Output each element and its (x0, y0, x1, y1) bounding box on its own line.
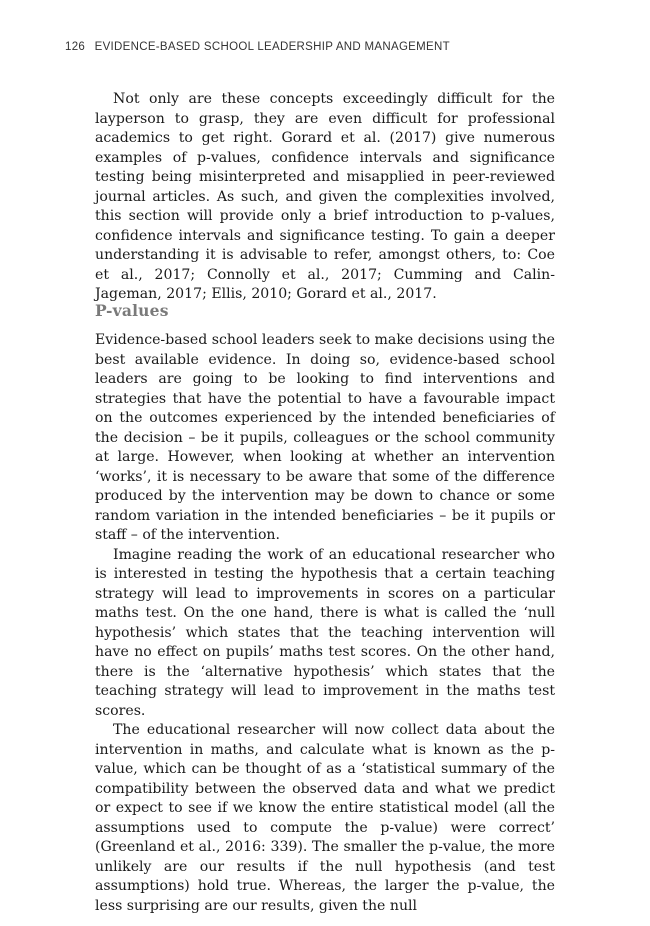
body-paragraph-2: Imagine reading the work of an educational researcher who is interested in testing the hypothesis that a certain teaching strategy will lead to improvements in scores on a particular maths test. On the one hand, there is what is called the ‘null hypothesis’ which states that the teaching intervention will have no effect on pupils’ maths test scores. On the other hand, there is the ‘alternative hypothesis’ which states that the teaching strategy will lead to improvement in the maths test scores. (95, 546, 555, 719)
running-head (65, 41, 450, 53)
intro-paragraph: Not only are these concepts exceedingly difficult for the layperson to grasp, they are even difficult for professional academics to get right. Gorard et al. (2017) give numerous examples of p-values, confidence intervals and significance testing being misinterpreted and misapplied in peer-reviewed journal articles. As such, and given the complexities involved, this section will provide only a brief introduction to p-values, confidence intervals and significance testing. To gain a deeper understanding it is advisable to refer, amongst others, to: Coe et al., 2017; Connolly et al., 2017; Cumming and Calin-Jageman, 2017; Ellis, 2010; Gorard et al., 2017. (95, 91, 555, 302)
section-body (95, 331, 555, 916)
body-paragraph-1: Evidence-based school leaders seek to make decisions using the best available evidence. In doing so, evidence-based school leaders are going to be looking to find interventions and strategies that have the potential to have a favourable impact on the outcomes experienced by the intended beneficiaries of the decision – be it pupils, colleagues or the school community at large. However, when looking at whether an intervention ‘works’, it is necessary to be aware that some of the difference produced by the intervention may be down to chance or some random variation in the intended beneficiaries – be it pupils or staff – of the intervention. (95, 332, 555, 543)
intro-text-block (95, 90, 555, 305)
running-head-title: EVIDENCE-BASED SCHOOL LEADERSHIP AND MANAGEMENT (94, 41, 450, 53)
body-paragraph-3: The educational researcher will now collect data about the intervention in maths, and calculate what is known as the p-value, which can be thought of as a ‘statistical summary of the compatibility between the observed data and what we predict or expect to see if we know the entire statistical model (all the assumptions used to compute the p-value) were correct’ (Greenland et al., 2016: 339). The smaller the p-value, the more unlikely are our results if the null hypothesis (and test assumptions) hold true. Whereas, the larger the p-value, the less surprising are our results, given the null (95, 722, 555, 914)
section-heading: P-values (95, 301, 169, 320)
page-number: 126 (65, 41, 86, 53)
